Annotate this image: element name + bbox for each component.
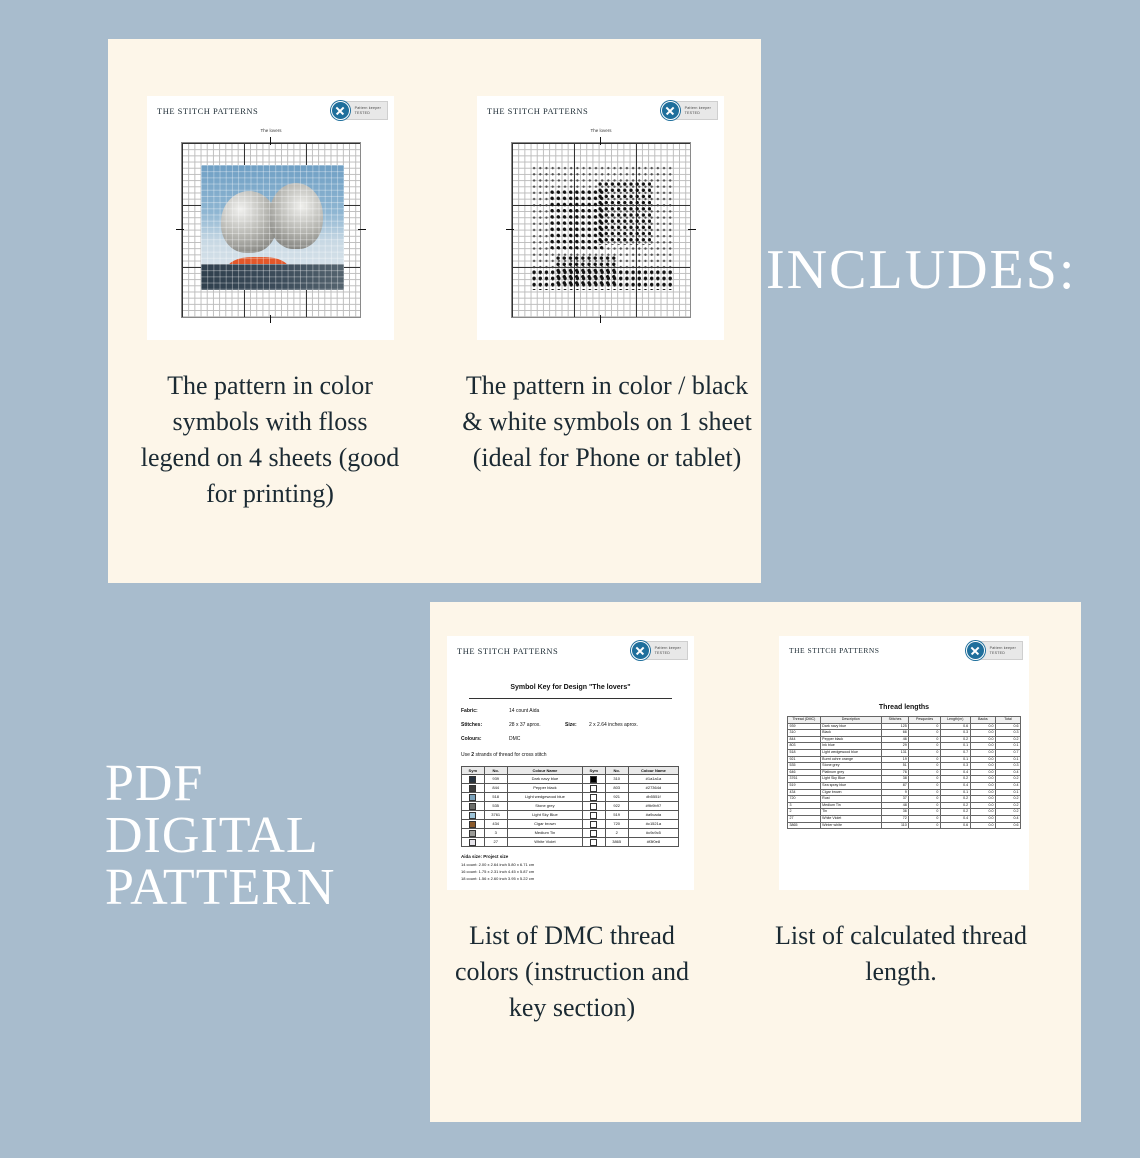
colour-name-cell: #a9cada xyxy=(628,811,678,820)
description-cell: Ink blue xyxy=(820,743,881,750)
dmc-doc-title: Symbol Key for Design "The lovers" xyxy=(510,684,631,691)
thread-cell: 844 xyxy=(788,736,821,743)
table-header-row xyxy=(462,767,679,775)
bw-dense-region-b xyxy=(597,181,651,245)
size-value: 2 x 2.64 inches aprox. xyxy=(589,722,638,728)
thread-no-cell: 921 xyxy=(605,793,628,802)
aida-line-14: 14 count: 2.00 x 2.64 inch 5.80 x 6.71 cm xyxy=(461,862,535,867)
table-row xyxy=(788,789,1021,796)
total-cell: 0.3 xyxy=(996,763,1021,770)
table-row xyxy=(462,820,679,829)
badge-seal-icon xyxy=(631,641,650,660)
thread-cell: 939 xyxy=(788,723,821,730)
color-swatch-icon xyxy=(469,839,476,846)
badge-line1: Pattern keeper xyxy=(654,645,681,650)
length-cell: 0.1 xyxy=(940,789,970,796)
pesqurdes-cell: 0 xyxy=(909,822,941,829)
symbol-swatch xyxy=(582,838,605,847)
table-row xyxy=(788,815,1021,822)
thread-no-cell: 803 xyxy=(605,784,628,793)
description-cell: Cigar brown xyxy=(820,789,881,796)
thread-cell: 803 xyxy=(788,743,821,750)
thread-cell: 519 xyxy=(788,782,821,789)
table-row xyxy=(462,829,679,838)
color-swatch-icon xyxy=(590,776,597,783)
stitches-cell: 125 xyxy=(881,723,909,730)
table-row xyxy=(462,802,679,811)
description-cell: Light Sky Blue xyxy=(820,776,881,783)
thread-no-cell: 939 xyxy=(484,775,507,784)
thread-cell: 434 xyxy=(788,789,821,796)
table-row xyxy=(788,769,1021,776)
col-backs: Backs xyxy=(970,717,995,724)
color-swatch-icon xyxy=(590,839,597,846)
table-row xyxy=(788,736,1021,743)
thread-no-cell: 310 xyxy=(605,775,628,784)
total-cell: 0.6 xyxy=(996,822,1021,829)
col-length: Length(m) xyxy=(940,717,970,724)
backs-cell: 0.0 xyxy=(970,789,995,796)
strands-note-post: strands of thread for cross stitch xyxy=(474,752,547,758)
pesqurdes-cell: 0 xyxy=(909,802,941,809)
sheet-dmc-key xyxy=(447,636,694,890)
badge-line2: TESTED xyxy=(684,110,701,115)
thread-no-cell: 3865 xyxy=(605,838,628,847)
colour-name-cell: #b5551f xyxy=(628,793,678,802)
thread-lengths-table xyxy=(787,716,1021,829)
color-swatch-icon xyxy=(469,785,476,792)
color-swatch-icon xyxy=(590,821,597,828)
table-row xyxy=(788,809,1021,816)
stitches-cell: 19 xyxy=(881,756,909,763)
length-cell: 0.4 xyxy=(940,782,970,789)
symbol-swatch xyxy=(582,784,605,793)
sheet-brand-title: THE STITCH PATTERNS xyxy=(157,106,259,116)
strands-note-count: 2 xyxy=(471,752,475,758)
color-swatch-icon xyxy=(590,812,597,819)
sheet-thread-lengths xyxy=(779,636,1029,890)
badge-line2: TESTED xyxy=(989,650,1006,655)
pesqurdes-cell: 0 xyxy=(909,782,941,789)
pattern-keeper-badge xyxy=(331,102,388,119)
colour-name-cell: Dark navy blue xyxy=(507,775,582,784)
pesqurdes-cell: 0 xyxy=(909,796,941,803)
backs-cell: 0.0 xyxy=(970,769,995,776)
colour-name-cell: #c1521a xyxy=(628,820,678,829)
table-row xyxy=(788,776,1021,783)
total-cell: 0.6 xyxy=(996,723,1021,730)
pesqurdes-cell: 0 xyxy=(909,776,941,783)
table-row xyxy=(788,723,1021,730)
col-name-1: Colour Name xyxy=(507,767,582,775)
color-swatch-icon xyxy=(469,830,476,837)
backs-cell: 0.0 xyxy=(970,815,995,822)
total-cell: 0.2 xyxy=(996,736,1021,743)
length-cell: 0.2 xyxy=(940,809,970,816)
pesqurdes-cell: 0 xyxy=(909,815,941,822)
pesqurdes-cell: 0 xyxy=(909,749,941,756)
stitches-cell: 110 xyxy=(881,822,909,829)
backs-cell: 0.0 xyxy=(970,730,995,737)
backs-cell: 0.0 xyxy=(970,796,995,803)
pattern-keeper-badge xyxy=(661,102,718,119)
length-cell: 0.7 xyxy=(940,749,970,756)
colour-name-cell: Light wedgewood blue xyxy=(507,793,582,802)
thread-cell: 310 xyxy=(788,730,821,737)
thread-no-cell: 434 xyxy=(484,820,507,829)
total-cell: 0.2 xyxy=(996,796,1021,803)
badge-line1: Pattern keeper xyxy=(354,105,381,110)
thread-no-cell: 2 xyxy=(605,829,628,838)
symbol-swatch xyxy=(582,829,605,838)
colour-name-cell: Pepper black xyxy=(507,784,582,793)
col-stitches: Stitches xyxy=(881,717,909,724)
length-cell: 0.1 xyxy=(940,756,970,763)
stitches-cell: 9 xyxy=(881,789,909,796)
colour-name-cell: Stone grey xyxy=(507,802,582,811)
backs-cell: 0.0 xyxy=(970,736,995,743)
length-cell: 0.3 xyxy=(940,763,970,770)
table-row xyxy=(462,775,679,784)
dmc-title-rule xyxy=(469,698,672,699)
length-cell: 0.4 xyxy=(940,815,970,822)
length-cell: 0.1 xyxy=(940,743,970,750)
color-swatch-icon xyxy=(590,785,597,792)
bw-artwork xyxy=(531,165,674,290)
symbol-swatch xyxy=(462,838,485,847)
color-swatch-icon xyxy=(590,803,597,810)
caption-thread-length: List of calculated thread length. xyxy=(775,921,1027,986)
description-cell: Burnt ochre orange xyxy=(820,756,881,763)
chart-label: The lovers xyxy=(260,128,282,133)
stitches-cell: 87 xyxy=(881,782,909,789)
backs-cell: 0.0 xyxy=(970,723,995,730)
length-cell: 0.4 xyxy=(940,769,970,776)
backs-cell: 0.0 xyxy=(970,763,995,770)
sheet-brand-title: THE STITCH PATTERNS xyxy=(487,106,589,116)
thread-cell: 3865 xyxy=(788,822,821,829)
symbol-swatch xyxy=(462,775,485,784)
colour-name-cell: Light Sky Blue xyxy=(507,811,582,820)
stitches-cell: 131 xyxy=(881,749,909,756)
col-name-2: Colour Name xyxy=(628,767,678,775)
col-total: Total xyxy=(996,717,1021,724)
thread-no-cell: 922 xyxy=(605,802,628,811)
symbol-swatch xyxy=(462,811,485,820)
col-description: Description xyxy=(820,717,881,724)
colours-value: DMC xyxy=(509,736,521,742)
table-row xyxy=(788,756,1021,763)
stitches-cell: 29 xyxy=(881,743,909,750)
thread-cell: 3 xyxy=(788,802,821,809)
total-cell: 0.2 xyxy=(996,776,1021,783)
pattern-keeper-badge xyxy=(631,642,688,659)
pesqurdes-cell: 0 xyxy=(909,736,941,743)
symbol-swatch xyxy=(582,793,605,802)
thread-cell: 518 xyxy=(788,749,821,756)
description-cell: Stone grey xyxy=(820,763,881,770)
total-cell: 0.1 xyxy=(996,743,1021,750)
badge-line1: Pattern keeper xyxy=(989,645,1016,650)
badge-seal-icon xyxy=(966,641,985,660)
symbol-swatch xyxy=(462,793,485,802)
backs-cell: 0.0 xyxy=(970,756,995,763)
sheet-color-pattern xyxy=(147,96,394,340)
total-cell: 0.2 xyxy=(996,802,1021,809)
symbol-swatch xyxy=(462,802,485,811)
stitches-cell: 72 xyxy=(881,815,909,822)
description-cell: Tin xyxy=(820,809,881,816)
bw-dense-region-d xyxy=(531,269,674,290)
table-row xyxy=(462,793,679,802)
center-marker-left xyxy=(176,229,184,230)
thread-no-cell: 518 xyxy=(484,793,507,802)
stitches-cell: 48 xyxy=(881,802,909,809)
color-swatch-icon xyxy=(590,794,597,801)
total-cell: 0.2 xyxy=(996,809,1021,816)
col-no-2: No. xyxy=(605,767,628,775)
length-cell: 0.2 xyxy=(940,736,970,743)
thread-no-cell: 844 xyxy=(484,784,507,793)
backs-cell: 0.0 xyxy=(970,743,995,750)
pdf-heading-line1: PDF xyxy=(105,755,204,812)
description-cell: Black xyxy=(820,730,881,737)
colour-name-cell: Medium Tin xyxy=(507,829,582,838)
table-header-row xyxy=(788,717,1021,724)
table-row xyxy=(788,822,1021,829)
description-cell: Sea spray blue xyxy=(820,782,881,789)
size-label: Size: xyxy=(565,722,577,728)
backs-cell: 0.0 xyxy=(970,802,995,809)
stitches-cell: 76 xyxy=(881,769,909,776)
colour-name-cell: #1a1a1a xyxy=(628,775,678,784)
symbol-swatch xyxy=(462,784,485,793)
description-cell: Platinum grey xyxy=(820,769,881,776)
color-chart xyxy=(173,128,369,326)
description-cell: Medium Tin xyxy=(820,802,881,809)
includes-heading: INCLUDES: xyxy=(766,239,1077,301)
dmc-key-table xyxy=(461,766,679,847)
backs-cell: 0.0 xyxy=(970,749,995,756)
caption-color-symbols: The pattern in color symbols with floss legend on 4 sheets (good for printing) xyxy=(140,371,400,508)
description-cell: Winter white xyxy=(820,822,881,829)
description-cell: White Violet xyxy=(820,815,881,822)
thread-cell: 535 xyxy=(788,763,821,770)
caption-dmc-list: List of DMC thread colors (instruction and key section) xyxy=(455,921,689,1022)
length-cell: 0.2 xyxy=(940,796,970,803)
pesqurdes-cell: 0 xyxy=(909,809,941,816)
chart-label: The lovers xyxy=(590,128,612,133)
table-row xyxy=(462,784,679,793)
colour-name-cell: #27364d xyxy=(628,784,678,793)
color-swatch-icon xyxy=(590,830,597,837)
chart-grid xyxy=(511,142,691,318)
fabric-value: 14 count Aida xyxy=(509,708,540,714)
description-cell: Pepper black xyxy=(820,736,881,743)
table-row xyxy=(788,763,1021,770)
description-cell: Light wedgewood blue xyxy=(820,749,881,756)
lengths-doc-title: Thread lengths xyxy=(878,704,930,711)
color-swatch-icon xyxy=(469,776,476,783)
colour-name-cell: #f3f0e8 xyxy=(628,838,678,847)
badge-line2: TESTED xyxy=(654,650,671,655)
stitches-label: Stitches: xyxy=(461,722,483,728)
color-swatch-icon xyxy=(469,794,476,801)
table-row xyxy=(462,838,679,847)
length-cell: 0.6 xyxy=(940,723,970,730)
thread-cell: 27 xyxy=(788,815,821,822)
center-marker-right xyxy=(688,229,696,230)
aida-line-16: 16 count: 1.75 x 2.31 inch 4.45 x 5.87 cm xyxy=(461,869,535,874)
center-marker-right xyxy=(358,229,366,230)
pesqurdes-cell: 0 xyxy=(909,769,941,776)
pesqurdes-cell: 0 xyxy=(909,789,941,796)
colour-name-cell: #9b9b97 xyxy=(628,802,678,811)
fabric-label: Fabric: xyxy=(461,708,478,714)
colour-name-cell: #c9c9c5 xyxy=(628,829,678,838)
total-cell: 0.1 xyxy=(996,789,1021,796)
pesqurdes-cell: 0 xyxy=(909,763,941,770)
length-cell: 0.3 xyxy=(940,730,970,737)
symbol-swatch xyxy=(582,775,605,784)
thread-cell: 2 xyxy=(788,809,821,816)
col-sym-2: Sym xyxy=(582,767,605,775)
bw-chart xyxy=(503,128,699,326)
pesqurdes-cell: 0 xyxy=(909,756,941,763)
stitches-cell: 51 xyxy=(881,763,909,770)
symbol-swatch xyxy=(462,820,485,829)
total-cell: 0.4 xyxy=(996,815,1021,822)
table-row xyxy=(788,782,1021,789)
caption-bw-symbols: The pattern in color / black & white symbols on 1 sheet (ideal for Phone or tablet) xyxy=(462,371,752,472)
color-swatch-icon xyxy=(469,821,476,828)
total-cell: 0.4 xyxy=(996,782,1021,789)
pdf-heading-line2: DIGITAL xyxy=(105,807,319,864)
col-thread: Thread (DMC) xyxy=(788,717,821,724)
center-marker-bottom xyxy=(270,315,271,323)
description-cell: Rust xyxy=(820,796,881,803)
table-row xyxy=(788,749,1021,756)
thread-no-cell: 3761 xyxy=(484,811,507,820)
sheet-brand-title: THE STITCH PATTERNS xyxy=(457,646,559,656)
strands-note-pre: Use xyxy=(461,752,472,758)
stitches-cell: 46 xyxy=(881,736,909,743)
col-pesqurdes: Pesqurdes xyxy=(909,717,941,724)
strands-note xyxy=(461,752,547,758)
chart-artwork xyxy=(201,165,344,290)
badge-line1: Pattern keeper xyxy=(684,105,711,110)
thread-cell: 720 xyxy=(788,796,821,803)
sheet-brand-title: THE STITCH PATTERNS xyxy=(789,646,880,655)
thread-cell: 3761 xyxy=(788,776,821,783)
center-marker-top xyxy=(270,137,271,145)
table-row xyxy=(788,802,1021,809)
stitches-cell: 37 xyxy=(881,796,909,803)
chart-grid xyxy=(181,142,361,318)
colour-name-cell: Cigar brown xyxy=(507,820,582,829)
backs-cell: 0.0 xyxy=(970,809,995,816)
pdf-heading-line3: PATTERN xyxy=(105,859,336,916)
artwork-stitch-mesh xyxy=(201,165,344,290)
color-swatch-icon xyxy=(469,803,476,810)
length-cell: 0.6 xyxy=(940,822,970,829)
pesqurdes-cell: 0 xyxy=(909,723,941,730)
backs-cell: 0.0 xyxy=(970,776,995,783)
thread-no-cell: 535 xyxy=(484,802,507,811)
aida-line-18: 18 count: 1.56 x 2.60 inch 3.95 x 5.22 cm xyxy=(461,876,535,881)
sheet-bw-pattern xyxy=(477,96,724,340)
thread-no-cell: 519 xyxy=(605,811,628,820)
stitches-cell: 38 xyxy=(881,776,909,783)
table-row xyxy=(788,743,1021,750)
thread-no-cell: 3 xyxy=(484,829,507,838)
table-row xyxy=(788,730,1021,737)
badge-line2: TESTED xyxy=(354,110,371,115)
total-cell: 0.3 xyxy=(996,730,1021,737)
length-cell: 0.2 xyxy=(940,776,970,783)
colour-name-cell: White Violet xyxy=(507,838,582,847)
total-cell: 0.1 xyxy=(996,756,1021,763)
pesqurdes-cell: 0 xyxy=(909,730,941,737)
backs-cell: 0.0 xyxy=(970,782,995,789)
length-cell: 0.2 xyxy=(940,802,970,809)
badge-seal-icon xyxy=(661,101,680,120)
thread-cell: 921 xyxy=(788,756,821,763)
description-cell: Dark navy blue xyxy=(820,723,881,730)
badge-seal-icon xyxy=(331,101,350,120)
center-marker-bottom xyxy=(600,315,601,323)
thread-no-cell: 27 xyxy=(484,838,507,847)
stitches-value: 28 x 37 aprox. xyxy=(509,722,541,728)
total-cell: 0.7 xyxy=(996,749,1021,756)
symbol-swatch xyxy=(582,820,605,829)
symbol-swatch xyxy=(462,829,485,838)
symbol-swatch xyxy=(582,802,605,811)
backs-cell: 0.0 xyxy=(970,822,995,829)
center-marker-left xyxy=(506,229,514,230)
col-sym-1: Sym xyxy=(462,767,485,775)
pdf-digital-pattern-heading xyxy=(105,755,336,916)
table-row xyxy=(788,796,1021,803)
aida-size-title: Aida size: Project size xyxy=(461,854,509,859)
stitches-cell: 36 xyxy=(881,809,909,816)
colours-label: Colours: xyxy=(461,736,482,742)
thread-cell: 646 xyxy=(788,769,821,776)
total-cell: 0.4 xyxy=(996,769,1021,776)
stitches-cell: 66 xyxy=(881,730,909,737)
center-marker-top xyxy=(600,137,601,145)
symbol-swatch xyxy=(582,811,605,820)
color-swatch-icon xyxy=(469,812,476,819)
thread-no-cell: 720 xyxy=(605,820,628,829)
col-no-1: No. xyxy=(484,767,507,775)
pesqurdes-cell: 0 xyxy=(909,743,941,750)
table-row xyxy=(462,811,679,820)
pattern-keeper-badge xyxy=(966,642,1023,659)
